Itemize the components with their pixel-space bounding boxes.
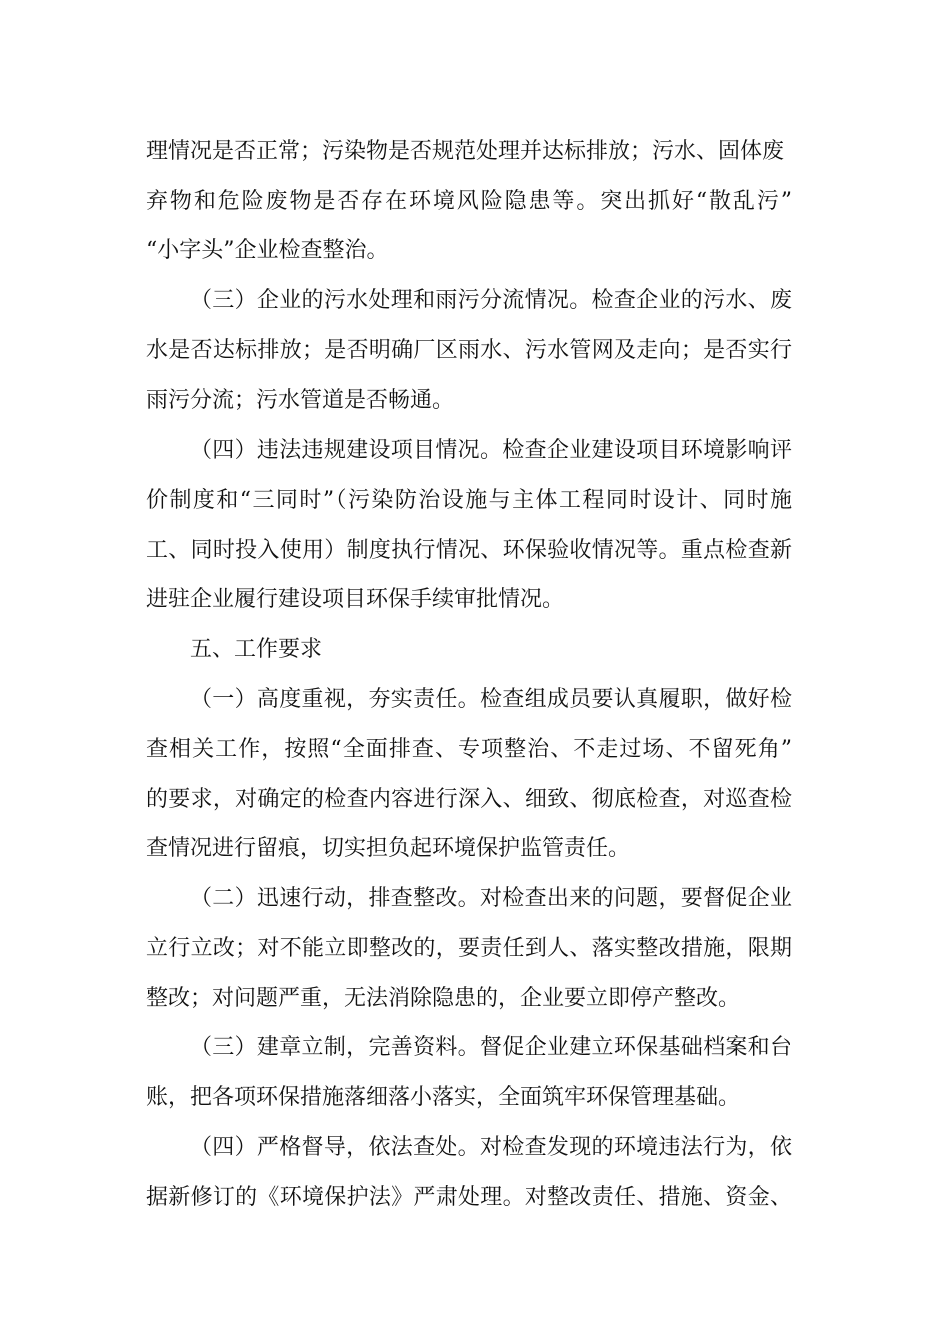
paragraph-line: “小字头”企业检查整治。 (146, 238, 389, 263)
paragraph-line: 立行立改；对不能立即整改的，要责任到人、落实整改措施，限期 (146, 936, 792, 961)
paragraph-line: 查情况进行留痕，切实担负起环境保护监管责任。 (146, 836, 631, 861)
paragraph-line: （三）建章立制，完善资料。督促企业建立环保基础档案和台 (190, 1035, 792, 1060)
paragraph-line: （四）严格督导，依法查处。对检查发现的环境违法行为，依 (190, 1135, 792, 1160)
paragraph-line: 进驻企业履行建设项目环保手续审批情况。 (146, 587, 565, 612)
paragraph-line: （四）违法违规建设项目情况。检查企业建设项目环境影响评 (190, 438, 792, 463)
paragraph-line: （一）高度重视，夯实责任。检查组成员要认真履职，做好检 (190, 687, 792, 712)
section-heading: 五、工作要求 (190, 637, 323, 662)
paragraph-line: 据新修订的《环境保护法》严肃处理。对整改责任、措施、资金、 (146, 1185, 792, 1210)
paragraph-line: 雨污分流；污水管道是否畅通。 (146, 388, 455, 413)
paragraph-line: 价制度和“三同时”（污染防治设施与主体工程同时设计、同时施 (146, 488, 792, 513)
paragraph-line: （三）企业的污水处理和雨污分流情况。检查企业的污水、废 (190, 288, 792, 313)
paragraph-line: 水是否达标排放；是否明确厂区雨水、污水管网及走向；是否实行 (146, 338, 792, 363)
paragraph-line: 账，把各项环保措施落细落小落实，全面筑牢环保管理基础。 (146, 1085, 741, 1110)
paragraph-line: 查相关工作，按照“全面排查、专项整治、不走过场、不留死角” (146, 737, 792, 762)
paragraph-line: 弃物和危险废物是否存在环境风险隐患等。突出抓好“散乱污” (146, 189, 792, 214)
paragraph-line: 的要求，对确定的检查内容进行深入、细致、彻底检查，对巡查检 (146, 787, 792, 812)
paragraph-line: 整改；对问题严重，无法消除隐患的，企业要立即停产整改。 (146, 986, 741, 1011)
paragraph-line: 理情况是否正常；污染物是否规范处理并达标排放；污水、固体废 (146, 139, 785, 164)
paragraph-line: 工、同时投入使用）制度执行情况、环保验收情况等。重点检查新 (146, 538, 792, 563)
paragraph-line: （二）迅速行动，排查整改。对检查出来的问题，要督促企业 (190, 886, 792, 911)
